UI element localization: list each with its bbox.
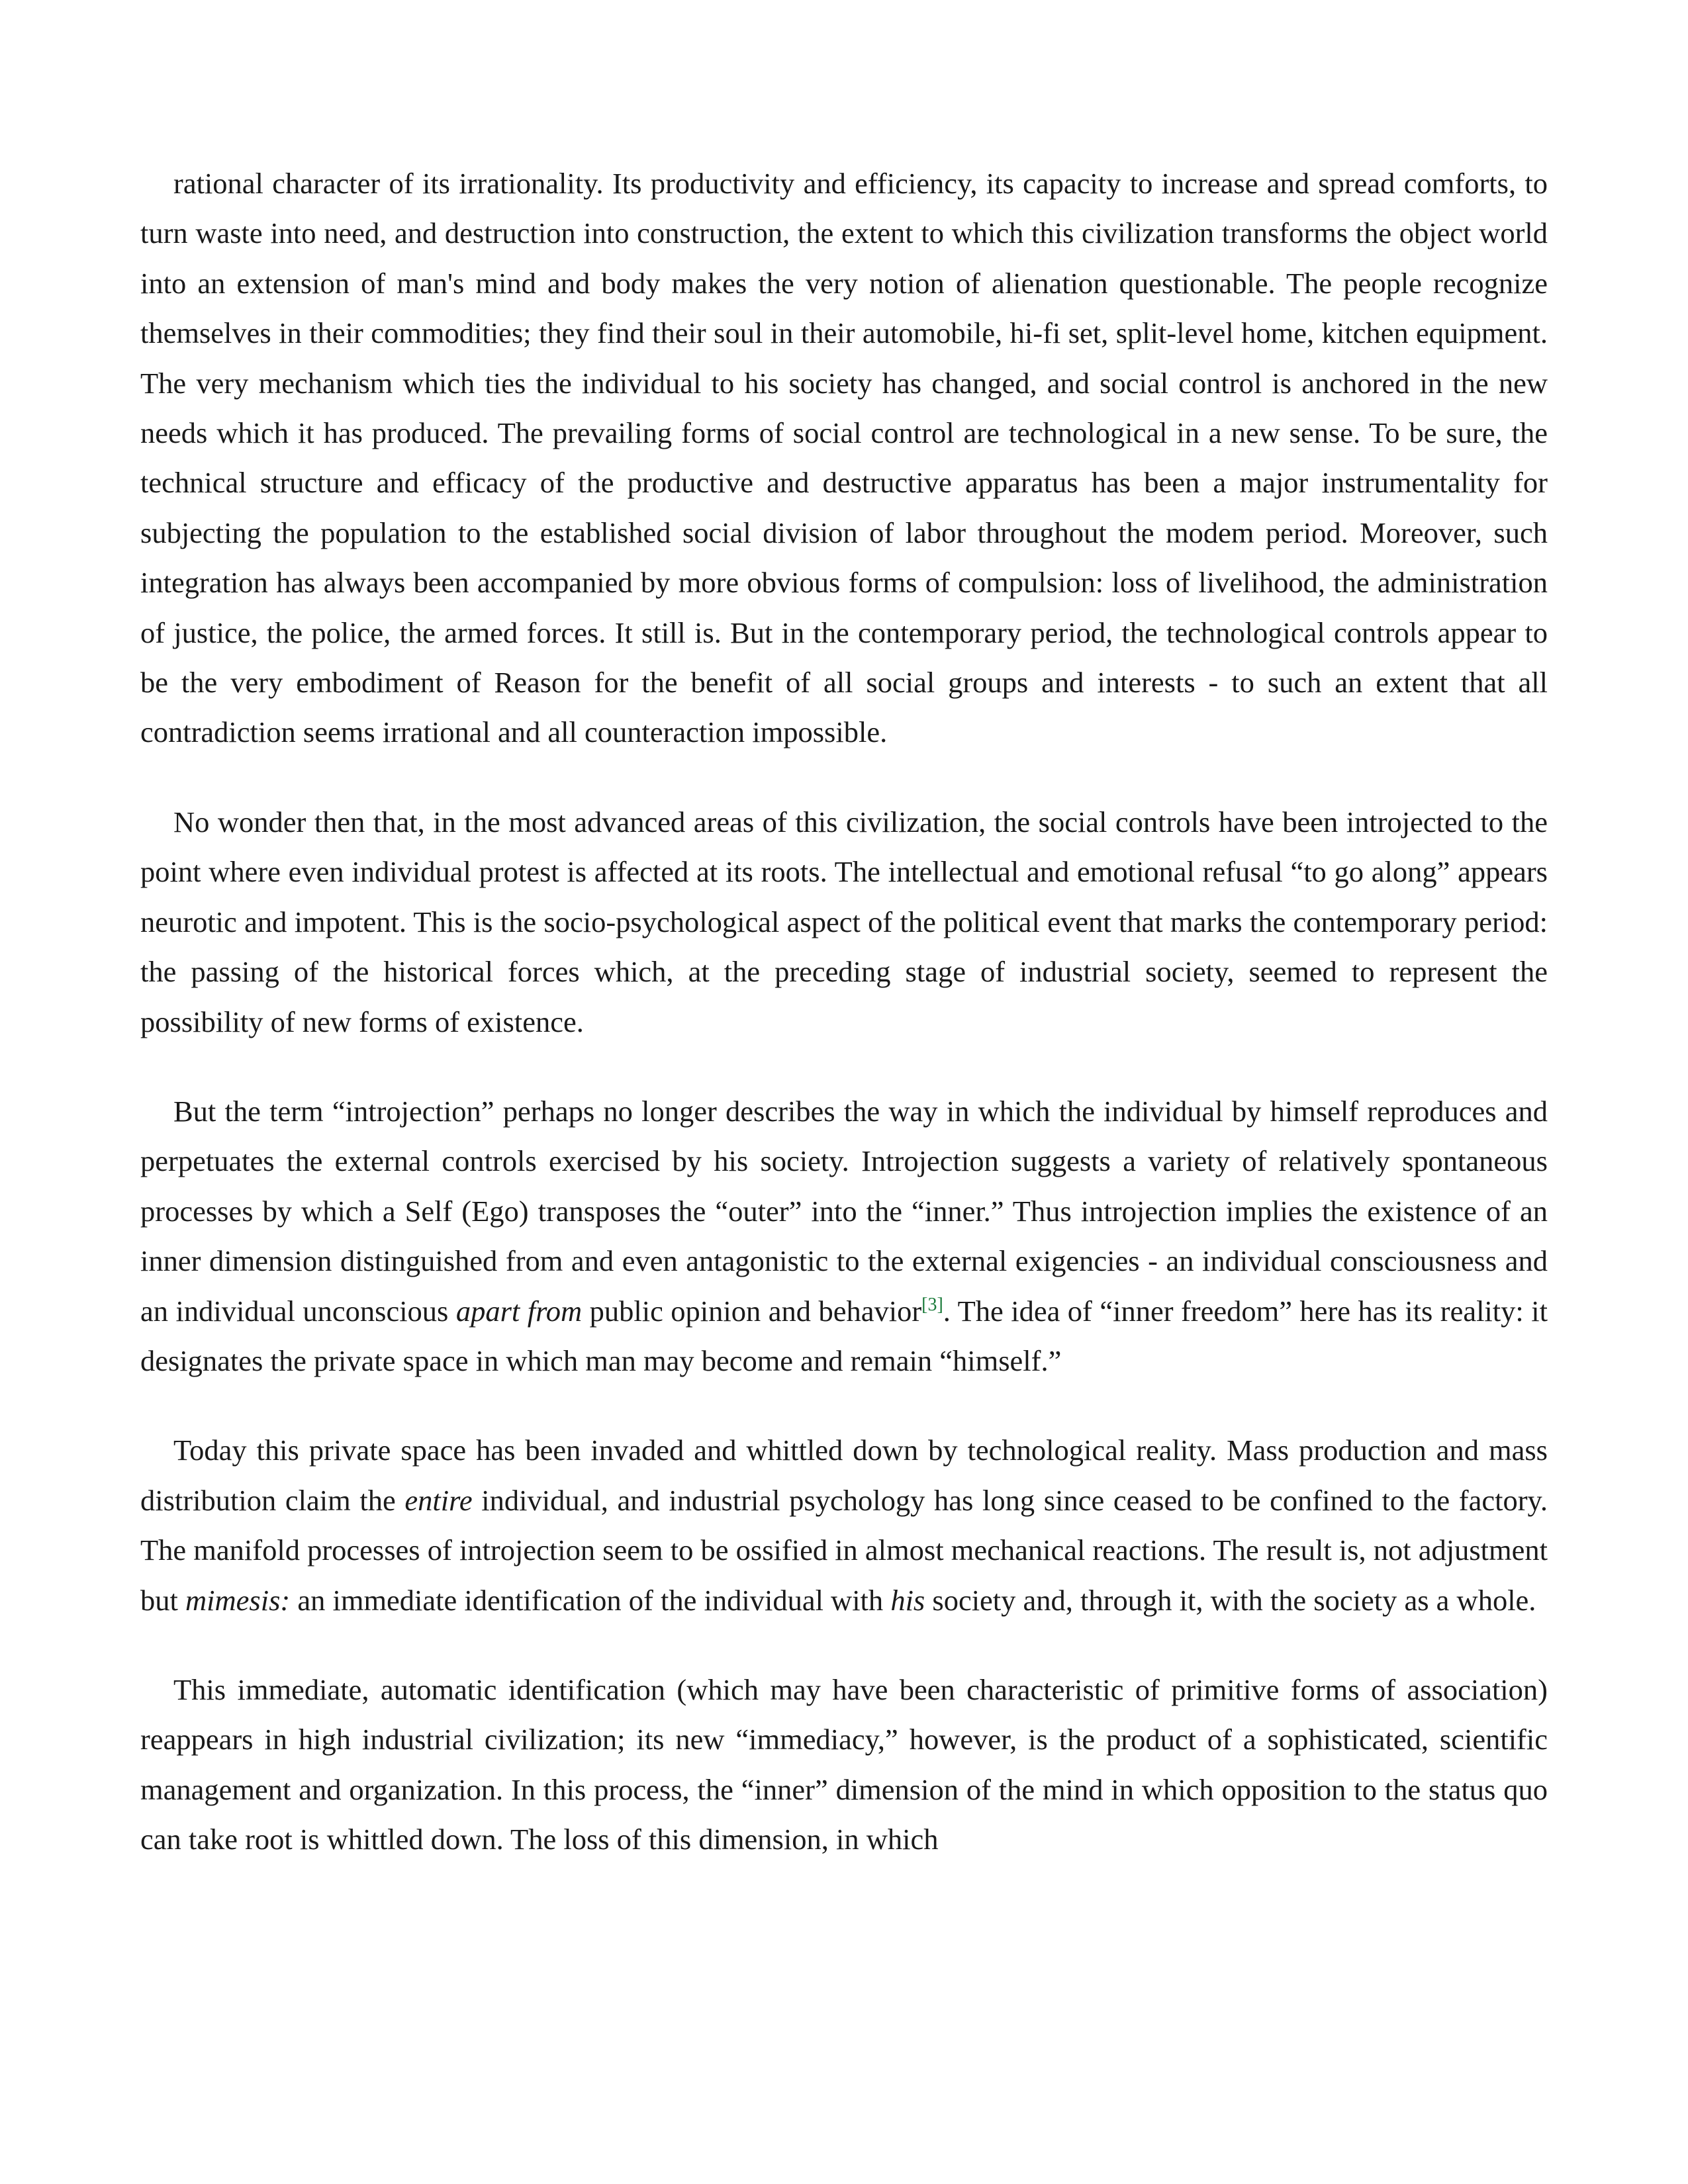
paragraph-text: This immediate, automatic identification (which may have been characteristic of primitive forms of association) reappears in high industrial civilization; its new “immediacy,” however, is the product of a sophisticated, scientific management and organization. In this process, the “inner” dimension of the mind in which opposition to the status quo can take root is whittled down. The loss of this dimension, in which xyxy=(140,1672,1548,1856)
paragraph-text: . The idea of “inner freedom” here has its reality: it designates the private space in which man may become and remain “himself.” xyxy=(140,1294,1548,1377)
italic-text: his xyxy=(890,1583,925,1617)
italic-text: mimesis: xyxy=(185,1583,291,1617)
paragraph-3 xyxy=(140,1087,1548,1386)
paragraph-1 xyxy=(140,159,1548,758)
paragraph-text: No wonder then that, in the most advanced areas of this civilization, the social controls have been introjected to the point where even individual protest is affected at its roots. The intellectual and emotional refusal “to go along” appears neurotic and impotent. This is the socio-psychological aspect of the political event that marks the contemporary period: the passing of the historical forces which, at the preceding stage of industrial society, seemed to represent the possibility of new forms of existence. xyxy=(140,805,1548,1038)
footnote-link[interactable]: [3] xyxy=(921,1294,943,1315)
paragraph-text: individual, and industrial psychology has long since ceased to be confined to the factory. The manifold processes of introjection seem to be ossified in almost mechanical reactions. The result is, not adjustment but xyxy=(140,1483,1548,1617)
paragraph-text: Today this private space has been invaded and whittled down by technological reality. Mass production and mass distribution claim the xyxy=(140,1433,1548,1517)
paragraph-4 xyxy=(140,1426,1548,1625)
paragraph-text: society and, through it, with the society as a whole. xyxy=(925,1583,1536,1617)
paragraph-text: public opinion and behavior xyxy=(582,1294,922,1328)
paragraph-2 xyxy=(140,797,1548,1047)
document-page xyxy=(140,159,1548,1905)
paragraph-text: an immediate identification of the individual with xyxy=(290,1583,891,1617)
paragraph-5 xyxy=(140,1665,1548,1865)
paragraph-text: rational character of its irrationality. Its productivity and efficiency, its capacity to increase and spread comforts, to turn waste into need, and destruction into construction, the extent to which this civilization transforms the object world into an extension of man's mind and body makes the very notion of alienation questionable. The people recognize themselves in their commodities; they find their soul in their automobile, hi-fi set, split-level home, kitchen equipment. The very mechanism which ties the individual to his society has changed, and social control is anchored in the new needs which it has produced. The prevailing forms of social control are technological in a new sense. To be sure, the technical structure and efficacy of the productive and destructive apparatus has been a major instrumentality for subjecting the population to the established social division of labor throughout the modem period. Moreover, such integration has always been accompanied by more obvious forms of compulsion: loss of livelihood, the administration of justice, the police, the armed forces. It still is. But in the contemporary period, the technological controls appear to be the very embodiment of Reason for the benefit of all social groups and interests - to such an extent that all contradiction seems irrational and all counteraction impossible. xyxy=(140,167,1548,749)
italic-text: apart from xyxy=(455,1294,583,1328)
paragraph-text: But the term “introjection” perhaps no longer describes the way in which the individual by himself reproduces and perpetuates the external controls exercised by his society. Introjection suggests a variety of relatively spontaneous processes by which a Self (Ego) transposes the “outer” into the “inner.” Thus introjection implies the existence of an inner dimension distinguished from and even antagonistic to the external exigencies - an individual consciousness and an individual unconscious xyxy=(140,1094,1548,1328)
italic-text: entire xyxy=(404,1483,473,1517)
